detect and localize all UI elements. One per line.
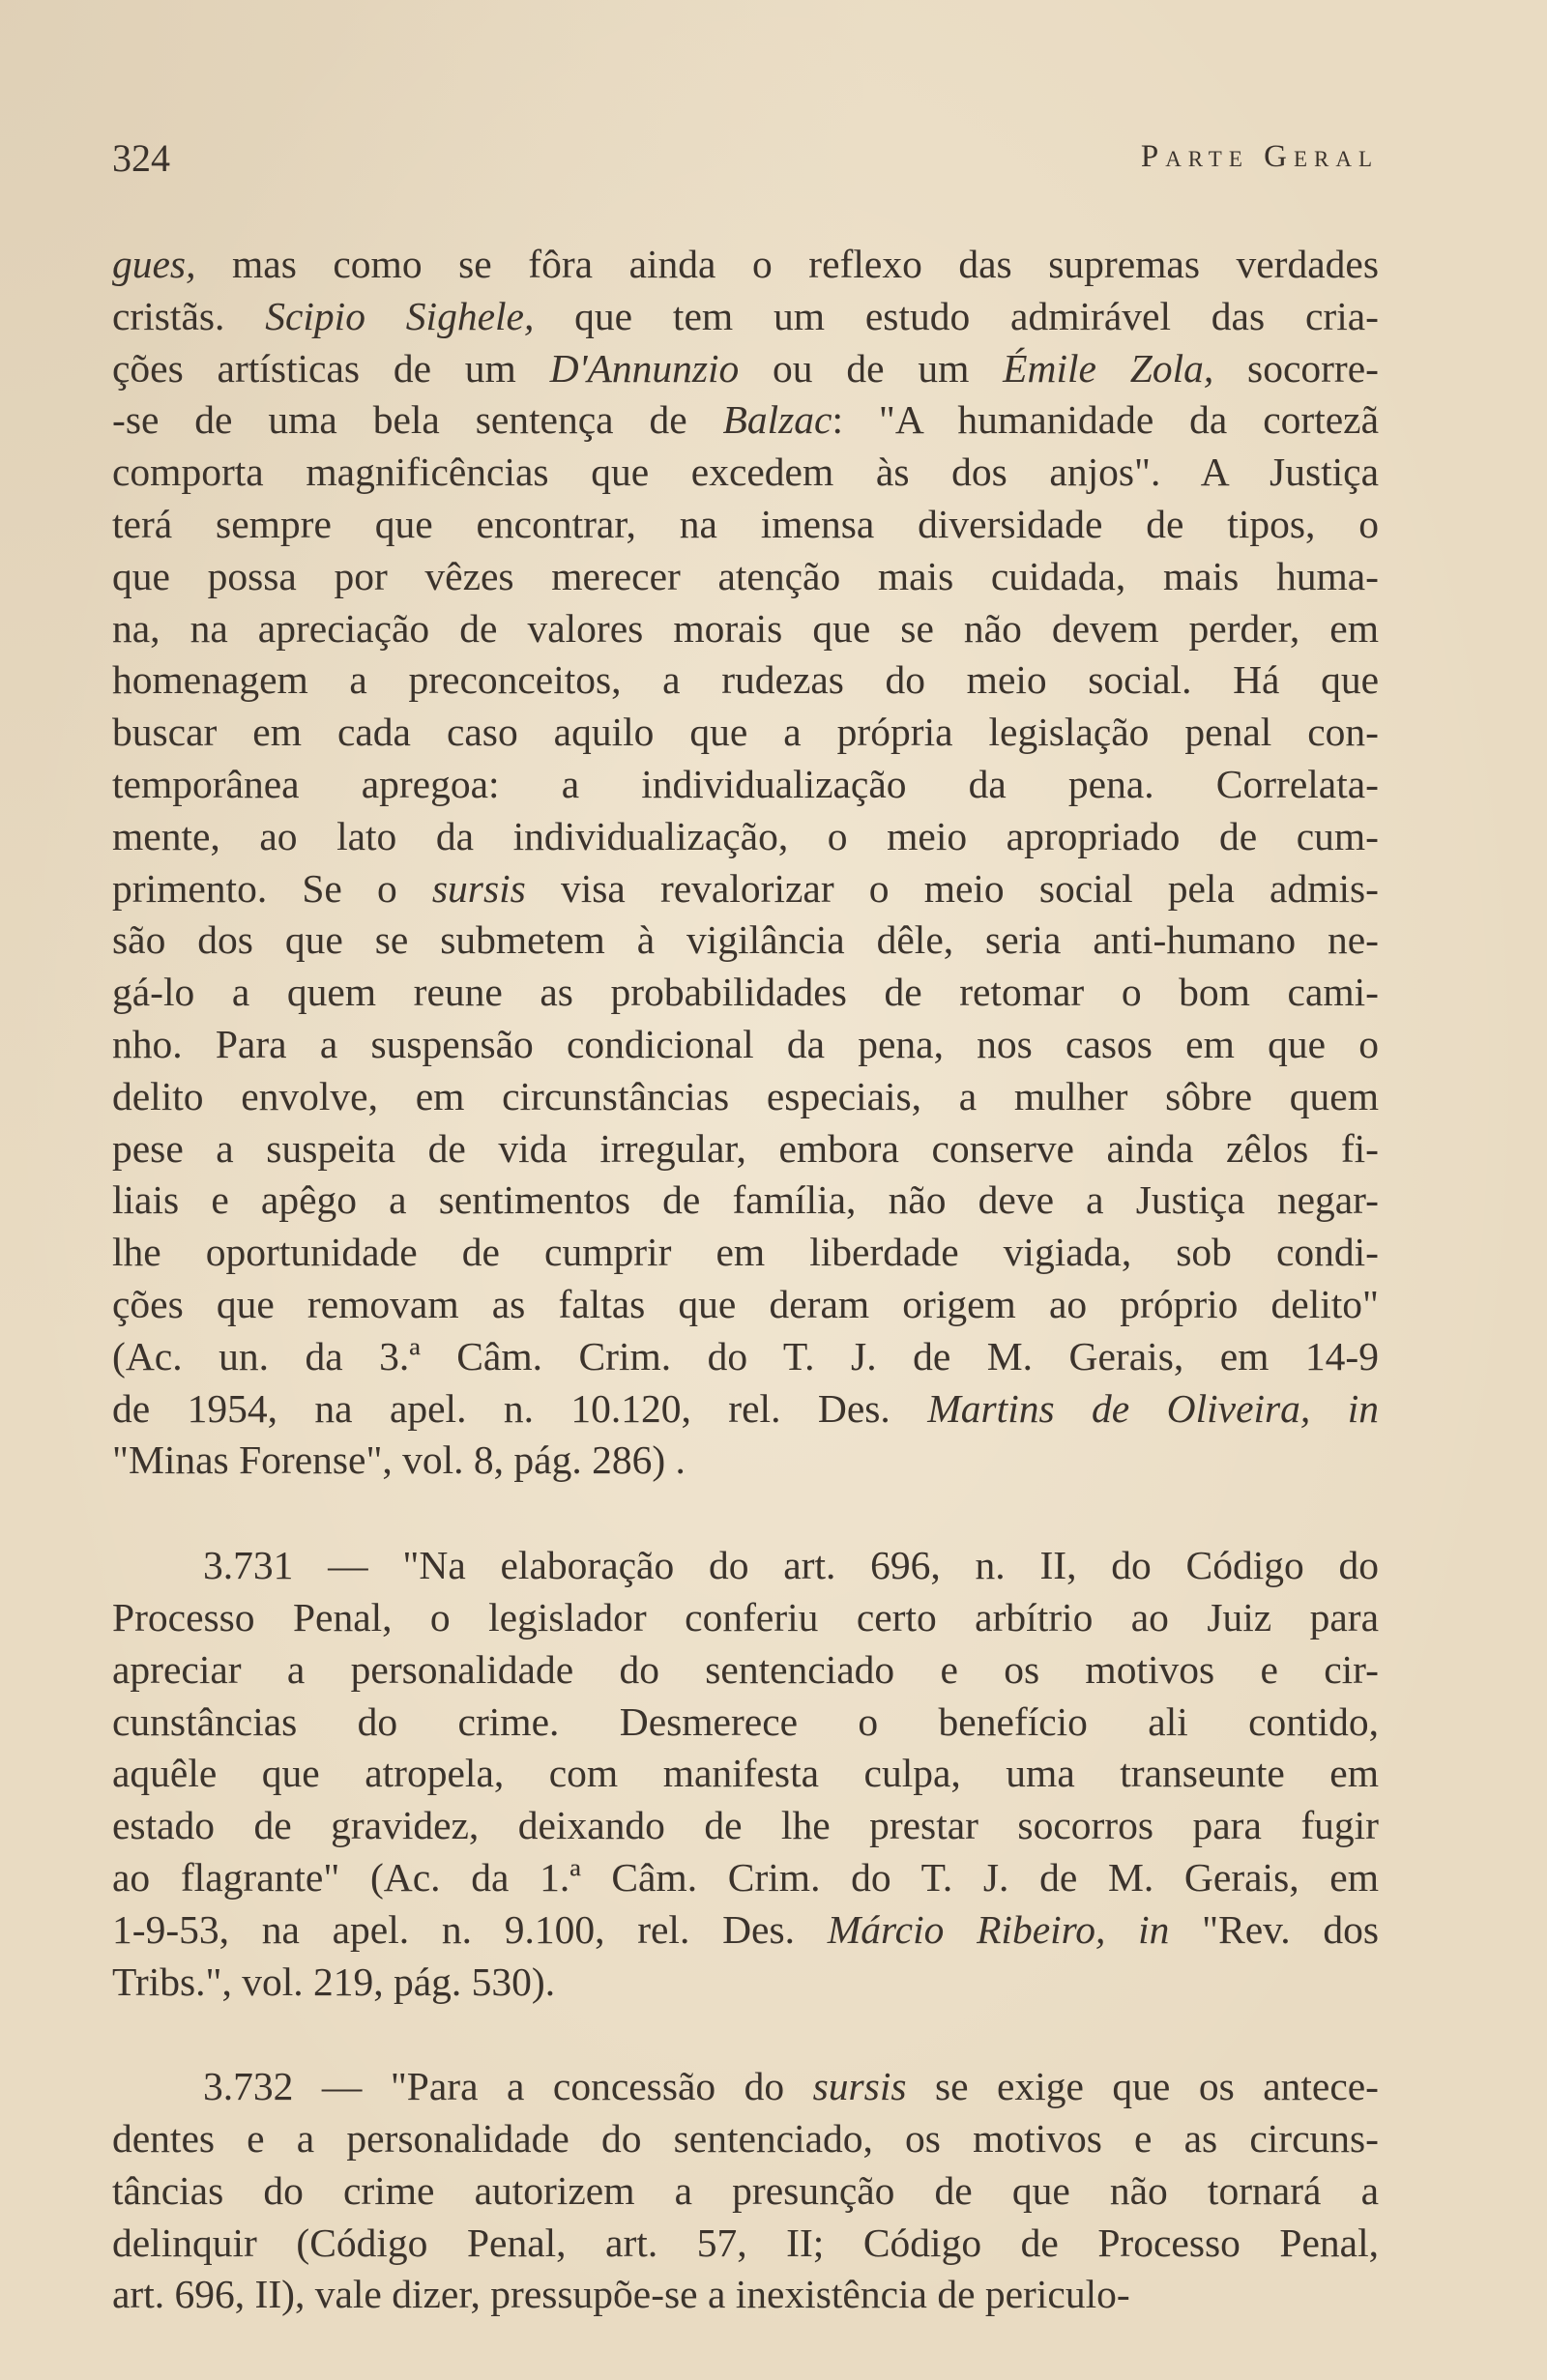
text-run: aquêle que atropela, com manifesta culpa, uma transeunte em bbox=[112, 1751, 1379, 1796]
italic-text: gues, bbox=[112, 242, 196, 286]
text-run: cristãs. bbox=[112, 293, 266, 338]
text-run: na, na apreciação de valores morais que se não devem perder, em bbox=[112, 605, 1379, 651]
text-line bbox=[112, 811, 1379, 863]
text-line bbox=[112, 1435, 1379, 1487]
text-run: art. 696, II), vale dizer, pressupõe-se a inexistência de periculo- bbox=[112, 2272, 1130, 2317]
text-run: mente, ao lato da individualização, o meio apropriado de cum- bbox=[112, 813, 1379, 858]
text-line bbox=[112, 863, 1379, 915]
text-line bbox=[112, 1957, 1379, 2009]
text-run: delito envolve, em circunstâncias especiais, a mulher sôbre quem bbox=[112, 1073, 1379, 1118]
text-line bbox=[112, 1540, 1379, 1592]
text-run: que possa por vêzes merecer atenção mais cuidada, mais huma- bbox=[112, 553, 1379, 598]
text-run: "Minas Forense", vol. 8, pág. 286) . bbox=[112, 1437, 686, 1483]
text-run: cunstâncias do crime. Desmerece o benefício ali contido, bbox=[112, 1698, 1379, 1744]
italic-text: Émile Zola, bbox=[1003, 345, 1214, 391]
running-head: Parte Geral bbox=[1140, 139, 1379, 174]
paragraph-3-731 bbox=[112, 1540, 1379, 2008]
book-page bbox=[112, 0, 1379, 2380]
text-run: visa revalorizar o meio social pela admis- bbox=[525, 865, 1379, 911]
text-run: delinquir (Código Penal, art. 57, II; Código de Processo Penal, bbox=[112, 2220, 1379, 2265]
text-run: de 1954, na apel. n. 10.120, rel. Des. bbox=[112, 1385, 928, 1431]
text-run: se exige que os antece- bbox=[906, 2064, 1379, 2109]
italic-text: Martins de Oliveira, in bbox=[927, 1385, 1379, 1431]
italic-text: Balzac bbox=[722, 397, 832, 443]
text-run: socorre- bbox=[1213, 345, 1379, 391]
text-line bbox=[112, 914, 1379, 967]
text-line bbox=[112, 603, 1379, 655]
italic-text: Scipio Sighele, bbox=[265, 293, 535, 338]
body-text bbox=[112, 239, 1379, 2321]
text-run: mas como se fôra ainda o reflexo das supremas verdades bbox=[195, 242, 1379, 286]
italic-text: sursis bbox=[812, 2064, 907, 2109]
text-run: ao flagrante" (Ac. da 1.ª Câm. Crim. do T. J. de M. Gerais, em bbox=[112, 1854, 1379, 1900]
text-line bbox=[112, 759, 1379, 811]
text-run: 1-9-53, na apel. n. 9.100, rel. Des. bbox=[112, 1906, 828, 1952]
text-run: tâncias do crime autorizem a presunção de que não tornará a bbox=[112, 2167, 1379, 2213]
italic-text: Márcio Ribeiro, in bbox=[827, 1906, 1170, 1952]
text-line bbox=[112, 1904, 1379, 1957]
text-line bbox=[112, 2061, 1379, 2113]
text-line bbox=[112, 1592, 1379, 1644]
italic-text: D'Annunzio bbox=[549, 345, 740, 391]
text-run: que tem um estudo admirável das cria- bbox=[534, 293, 1379, 338]
text-line bbox=[112, 1331, 1379, 1383]
text-run: Processo Penal, o legislador conferiu certo arbítrio ao Juiz para bbox=[112, 1594, 1379, 1640]
text-run: liais e apêgo a sentimentos de família, não deve a Justiça negar- bbox=[112, 1177, 1379, 1223]
paragraph-gap bbox=[112, 2008, 1379, 2061]
text-line bbox=[112, 1019, 1379, 1071]
text-run: 3.731 — "Na elaboração do art. 696, n. II, do Código do bbox=[203, 1543, 1379, 1588]
text-line bbox=[112, 2165, 1379, 2218]
text-line bbox=[112, 2218, 1379, 2270]
text-line bbox=[112, 1748, 1379, 1800]
text-run: pese a suspeita de vida irregular, embora conserve ainda zêlos fi- bbox=[112, 1125, 1379, 1171]
text-run: estado de gravidez, deixando de lhe prestar socorros para fugir bbox=[112, 1803, 1379, 1848]
text-run: gá-lo a quem reune as probabilidades de retomar o bom cami- bbox=[112, 970, 1379, 1015]
text-line bbox=[112, 1383, 1379, 1436]
text-run: homenagem a preconceitos, a rudezas do meio social. Há que bbox=[112, 657, 1379, 703]
text-line bbox=[112, 707, 1379, 759]
paragraph-continuation bbox=[112, 239, 1379, 1487]
text-run: 3.732 — "Para a concessão do bbox=[203, 2064, 813, 2109]
text-run: Tribs.", vol. 219, pág. 530). bbox=[112, 1959, 556, 2004]
text-run: : "A humanidade da cortezã bbox=[832, 397, 1379, 443]
text-line bbox=[112, 551, 1379, 603]
text-run: são dos que se submetem à vigilância dêle, seria anti-humano ne- bbox=[112, 917, 1379, 963]
text-line bbox=[112, 2269, 1379, 2321]
text-run: "Rev. dos bbox=[1169, 1906, 1379, 1952]
text-run: ções artísticas de um bbox=[112, 345, 550, 391]
text-run: lhe oportunidade de cumprir em liberdade vigiada, sob condi- bbox=[112, 1230, 1379, 1275]
text-line bbox=[112, 1852, 1379, 1904]
text-line bbox=[112, 1227, 1379, 1279]
paragraph-gap bbox=[112, 1487, 1379, 1540]
text-run: (Ac. un. da 3.ª Câm. Crim. do T. J. de M. Gerais, em 14-9 bbox=[112, 1333, 1379, 1379]
text-line bbox=[112, 654, 1379, 707]
text-line bbox=[112, 2113, 1379, 2165]
text-line bbox=[112, 239, 1379, 291]
text-line bbox=[112, 1279, 1379, 1331]
text-run: ou de um bbox=[739, 345, 1004, 391]
text-run: ções que removam as faltas que deram origem ao próprio delito" bbox=[112, 1281, 1379, 1326]
text-line bbox=[112, 1644, 1379, 1697]
text-line bbox=[112, 447, 1379, 499]
text-run: primento. Se o bbox=[112, 865, 432, 911]
text-line bbox=[112, 499, 1379, 551]
text-line bbox=[112, 1071, 1379, 1123]
paragraph-3-732 bbox=[112, 2061, 1379, 2321]
text-run: apreciar a personalidade do sentenciado e os motivos e cir- bbox=[112, 1646, 1379, 1692]
text-run: buscar em cada caso aquilo que a própria legislação penal con- bbox=[112, 710, 1379, 755]
page-header bbox=[112, 135, 1379, 193]
text-line bbox=[112, 967, 1379, 1019]
text-line bbox=[112, 343, 1379, 395]
text-line bbox=[112, 1800, 1379, 1852]
italic-text: sursis bbox=[431, 865, 526, 911]
text-run: dentes e a personalidade do sentenciado, os motivos e as circuns- bbox=[112, 2116, 1379, 2162]
text-run: temporânea apregoa: a individualização da pena. Correlata- bbox=[112, 761, 1379, 806]
text-line bbox=[112, 1175, 1379, 1227]
text-line bbox=[112, 1697, 1379, 1749]
text-run: comporta magnificências que excedem às dos anjos". A Justiça bbox=[112, 450, 1379, 495]
page-number: 324 bbox=[112, 136, 170, 180]
text-line bbox=[112, 1123, 1379, 1175]
text-line bbox=[112, 291, 1379, 343]
text-line bbox=[112, 394, 1379, 447]
text-run: nho. Para a suspensão condicional da pena, nos casos em que o bbox=[112, 1021, 1379, 1066]
text-run: -se de uma bela sentença de bbox=[112, 397, 723, 443]
text-run: terá sempre que encontrar, na imensa diversidade de tipos, o bbox=[112, 501, 1379, 546]
